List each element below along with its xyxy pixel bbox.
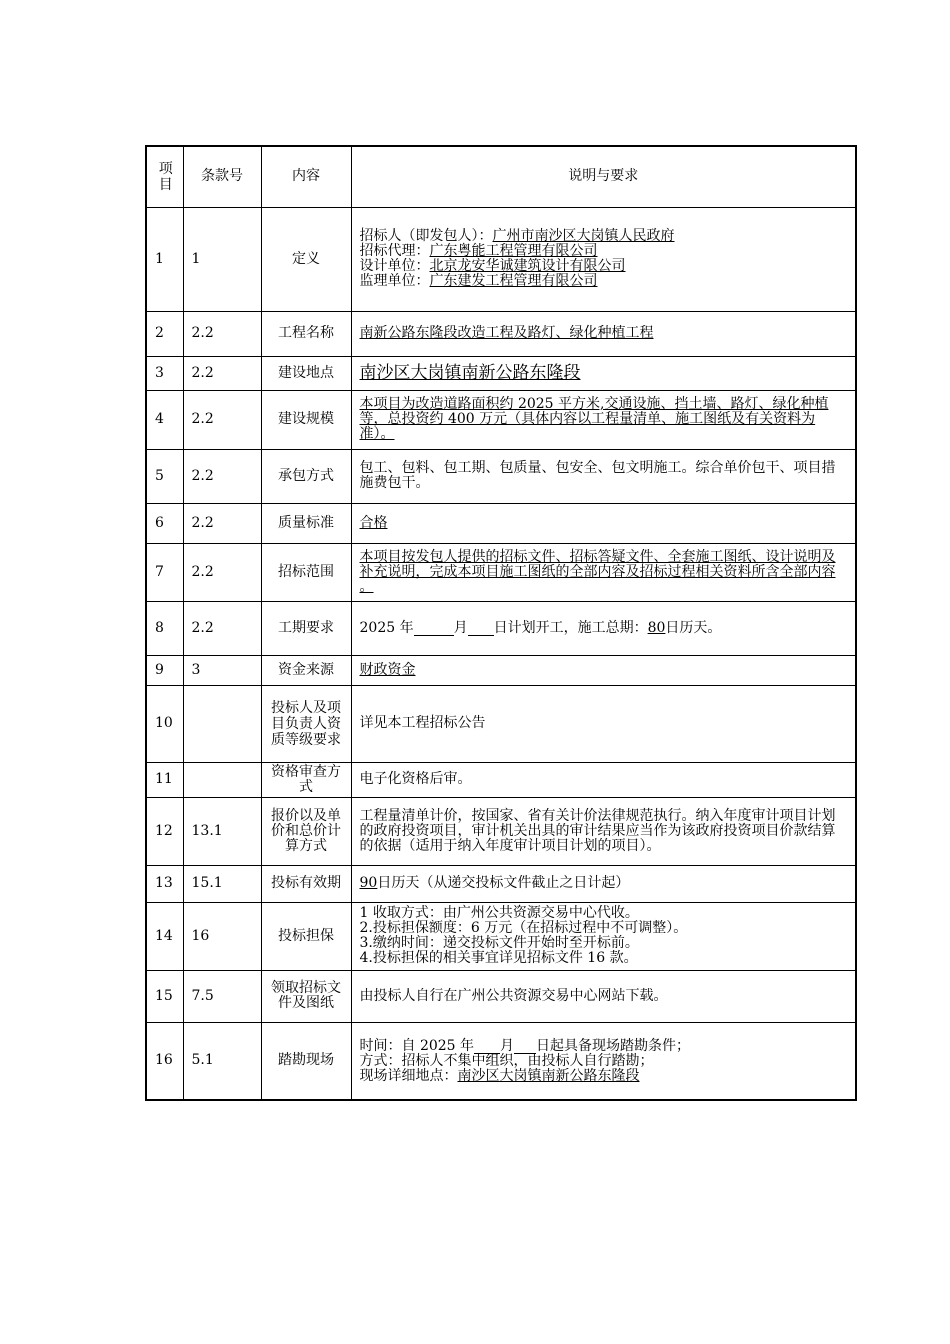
row-clause: 7.5	[183, 970, 261, 1022]
row-clause: 3	[183, 655, 261, 685]
row-content: 工期要求	[261, 601, 351, 655]
row-clause: 15.1	[183, 865, 261, 902]
day-blank	[468, 620, 494, 636]
row-content: 招标范围	[261, 543, 351, 601]
row-number: 12	[146, 797, 183, 865]
table-row	[146, 797, 856, 865]
table-row	[146, 655, 856, 685]
row-description: 时间：自 2025 年 月 日起具备现场踏勘条件； 方式：招标人不集中组织，由投标人自行踏勘； 现场详细地点：南沙区大岗镇南新公路东隆段	[351, 1022, 856, 1100]
site-visit-method: 方式：招标人不集中组织，由投标人自行踏勘；	[359, 1052, 654, 1069]
guarantee-line: 3.缴纳时间：递交投标文件开始时至开标前。	[359, 935, 639, 951]
row-content: 领取招标文件及图纸	[261, 970, 351, 1022]
agent-value: 广东粤能工程管理有限公司	[429, 243, 598, 259]
row-clause: 2.2	[183, 356, 261, 390]
row-description: 工程量清单计价，按国家、省有关计价法律规范执行。纳入年度审计项目计划的政府投资项目，审计机关出具的审计结果应当作为该政府投资项目价款结算的依据（适用于纳入年度审计项目计划的项目）。	[351, 797, 856, 865]
row-description	[351, 503, 856, 543]
row-content: 承包方式	[261, 449, 351, 503]
table-row	[146, 311, 856, 356]
row-number: 1	[146, 207, 183, 311]
guarantee-line: 1 收取方式：由广州公共资源交易中心代收。	[359, 905, 639, 921]
header-description: 说明与要求	[351, 146, 856, 207]
row-content: 踏勘现场	[261, 1022, 351, 1100]
row-clause: 2.2	[183, 390, 261, 449]
fund-source: 财政资金	[359, 661, 416, 678]
row-clause: 1	[183, 207, 261, 311]
row-description: 包工、包料、包工期、包质量、包安全、包文明施工。综合单价包干、项目措施费包干。	[351, 449, 856, 503]
table-header-row	[146, 146, 856, 207]
row-clause: 16	[183, 902, 261, 970]
row-number: 15	[146, 970, 183, 1022]
row-description	[351, 390, 856, 449]
row-description: 电子化资格后审。	[351, 762, 856, 797]
month-blank	[414, 620, 454, 636]
table-row	[146, 1022, 856, 1100]
duration-days: 80	[647, 620, 666, 636]
supervisor-value: 广东建发工程管理有限公司	[429, 273, 598, 289]
row-number: 13	[146, 865, 183, 902]
table-row	[146, 902, 856, 970]
designer-label: 设计单位：	[359, 258, 430, 274]
row-content: 建设规模	[261, 390, 351, 449]
site-location: 南沙区大岗镇南新公路东隆段	[457, 1067, 640, 1084]
row-content: 投标人及项目负责人资质等级要求	[261, 685, 351, 762]
table-row	[146, 356, 856, 390]
table-row	[146, 762, 856, 797]
row-number: 16	[146, 1022, 183, 1100]
row-clause: 2.2	[183, 311, 261, 356]
guarantee-line: 2.投标担保额度：6 万元（在招标过程中不可调整）。	[359, 920, 688, 936]
day-blank	[514, 1038, 536, 1054]
header-content: 内容	[261, 146, 351, 207]
validity-days: 90	[359, 875, 378, 891]
row-content: 定义	[261, 207, 351, 311]
supervisor-label: 监理单位：	[359, 273, 430, 289]
table-row	[146, 503, 856, 543]
row-clause: 2.2	[183, 543, 261, 601]
row-content: 建设地点	[261, 356, 351, 390]
table-row	[146, 865, 856, 902]
row-number: 8	[146, 601, 183, 655]
bid-data-table	[145, 145, 857, 1101]
designer-value: 北京龙安华诚建筑设计有限公司	[429, 258, 626, 274]
row-description	[351, 356, 856, 390]
row-number: 6	[146, 503, 183, 543]
tender-scope: 本项目按发包人提供的招标文件、招标答疑文件、全套施工图纸、设计说明及补充说明，完成本项目施工图纸的全部内容及招标过程相关资料所含全部内容 。	[359, 548, 836, 595]
tenderer-value: 广州市南沙区大岗镇人民政府	[492, 228, 675, 244]
row-clause: 2.2	[183, 601, 261, 655]
tenderer-label: 招标人（即发包人）：	[359, 228, 493, 244]
table-row	[146, 970, 856, 1022]
row-content: 投标担保	[261, 902, 351, 970]
row-content: 报价以及单价和总价计算方式	[261, 797, 351, 865]
row-description	[351, 543, 856, 601]
agent-label: 招标代理：	[359, 243, 430, 259]
row-number: 4	[146, 390, 183, 449]
header-item: 项 目	[146, 146, 183, 207]
row-number: 5	[146, 449, 183, 503]
row-clause: 2.2	[183, 449, 261, 503]
month-blank	[474, 1038, 500, 1054]
table-row	[146, 390, 856, 449]
row-clause: 5.1	[183, 1022, 261, 1100]
row-number: 9	[146, 655, 183, 685]
table-row	[146, 207, 856, 311]
row-clause	[183, 685, 261, 762]
row-description: 由投标人自行在广州公共资源交易中心网站下载。	[351, 970, 856, 1022]
row-content: 投标有效期	[261, 865, 351, 902]
row-content: 资格审查方式	[261, 762, 351, 797]
row-number: 14	[146, 902, 183, 970]
row-content: 质量标准	[261, 503, 351, 543]
table-row	[146, 543, 856, 601]
table-row	[146, 685, 856, 762]
row-clause: 2.2	[183, 503, 261, 543]
row-clause	[183, 762, 261, 797]
row-description	[351, 207, 856, 311]
row-description	[351, 902, 856, 970]
row-description: 详见本工程招标公告	[351, 685, 856, 762]
row-description: 2025 年 月 日计划开工，施工总期：80日历天。	[351, 601, 856, 655]
header-clause: 条款号	[183, 146, 261, 207]
row-content: 工程名称	[261, 311, 351, 356]
project-name: 南新公路东隆段改造工程及路灯、绿化种植工程	[359, 325, 654, 341]
project-scale: 本项目为改造道路面积约 2025 平方米,交通设施、挡土墙、路灯、绿化种植等，总投资约 400 万元（具体内容以工程量清单、施工图纸及有关资料为准）。	[359, 396, 829, 442]
row-number: 11	[146, 762, 183, 797]
row-content: 资金来源	[261, 655, 351, 685]
guarantee-line: 4.投标担保的相关事宜详见招标文件 16 款。	[359, 950, 638, 966]
row-number: 7	[146, 543, 183, 601]
row-number: 10	[146, 685, 183, 762]
table-row	[146, 601, 856, 655]
quality-standard: 合格	[359, 514, 388, 531]
project-location: 南沙区大岗镇南新公路东隆段	[359, 363, 581, 383]
row-description: 90日历天（从递交投标文件截止之日计起）	[351, 865, 856, 902]
table-row	[146, 449, 856, 503]
row-number: 2	[146, 311, 183, 356]
row-description	[351, 655, 856, 685]
row-description	[351, 311, 856, 356]
row-number: 3	[146, 356, 183, 390]
row-clause: 13.1	[183, 797, 261, 865]
